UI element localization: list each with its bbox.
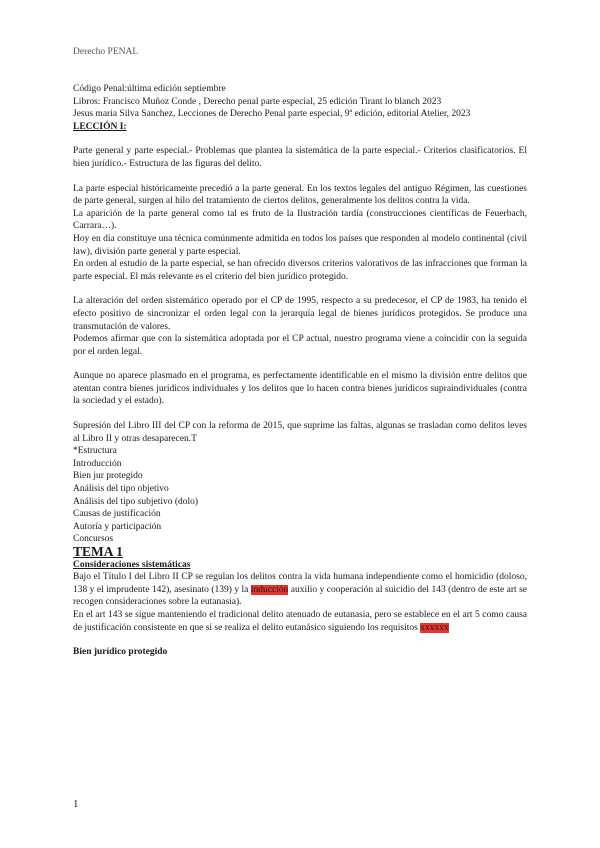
- paragraph: La alteración del orden sistemático operado por el CP de 1995, respecto a su predecesor, el CP de 1983, ha tenido el efecto positivo de sincronizar el orden legal con la jerarquía legal de bienes jurídicos protegidos. Se produce una transmutación de valores.: [73, 296, 527, 332]
- document-body: [73, 83, 527, 659]
- paragraph: [73, 609, 527, 634]
- paragraph: En orden al estudio de la parte especial, se han ofrecido diversos criterios valorativos de las infracciones que forman la parte especial. El más relevante es el criterio del bien jurídico protegido.: [73, 259, 527, 282]
- page-number: 1: [73, 798, 79, 810]
- lesson-title: LECCIÓN I:: [73, 121, 127, 132]
- reference-line: Jesus maria Silva Sanchez, Lecciones de Derecho Penal parte especial, 9ª edición, editorial Atelier, 2023: [73, 109, 471, 120]
- list-item: Introducción: [73, 458, 122, 469]
- paragraph: Supresión del Libro III del CP con la reforma de 2015, que suprime las faltas, algunas se trasladan como delitos leves al Libro II y otras desaparecen.T: [73, 421, 527, 444]
- text-run: auxilio y cooperación al suicidio del 143 (dentro de este art se recogen consideraciones sobre la eutanasia).: [73, 584, 527, 608]
- text-run: En el art 143 se sigue manteniendo el tradicional delito atenuado de eutanasia, pero se establece en el art 5 como causa de justificación consistente en que si se realiza el delito eutanásico siguiendo los requisitos: [73, 609, 527, 633]
- reference-line: Libros: Francisco Muñoz Conde , Derecho penal parte especial, 25 edición Tirant lo blanch 2023: [73, 96, 442, 107]
- list-item: Análisis del tipo subjetivo (dolo): [73, 496, 199, 507]
- list-item: Causas de justificación: [73, 509, 161, 520]
- lesson-intro: Parte general y parte especial.- Problemas que plantea la sistemática de la parte especial.- Criterios clasificatorios. El bien jurídico.- Estructura de las figuras del delito.: [73, 146, 527, 169]
- paragraph: La parte especial históricamente precedió a la parte general. En los textos legales del antiguo Régimen, las cuestiones de parte general, surgen al hilo del tratamiento de ciertos delitos, generalmente los delitos contra la vida.: [73, 183, 527, 207]
- list-item: Bien jur protegido: [73, 471, 143, 482]
- paragraph: Aunque no aparece plasmado en el programa, es perfectamente identificable en el mismo la división entre delitos que atentan contra bienes jurídicos individuales y los delitos que lo hacen contra bienes jurídicos supraindividuales (contra la sociedad y el estado).: [73, 371, 527, 407]
- paragraph: [73, 571, 527, 609]
- text-run: Bajo el Título I del Libro II CP se regulan los delitos contra la vida humana independiente como el homicidio (doloso, 138 y el imprudente 142), asesinato (139) y la: [73, 572, 527, 595]
- paragraph: La aparición de la parte general como tal es fruto de la Ilustración tardía (construcciones científicas de Feuerbach, Carrara…).: [73, 208, 527, 232]
- structure-list: [73, 445, 527, 546]
- list-item: Concursos: [73, 534, 114, 545]
- list-item: Autoría y participación: [73, 521, 162, 532]
- list-item: Análisis del tipo objetivo: [73, 484, 169, 495]
- section-heading: Bien jurídico protegido: [73, 647, 168, 658]
- reference-line: Código Penal:última edición septiembre: [73, 84, 226, 94]
- tema-title: TEMA 1: [73, 544, 123, 559]
- page-header: Derecho PENAL: [73, 47, 139, 57]
- highlighted-text: xxxxxx: [420, 622, 449, 633]
- paragraph: Podemos afirmar que con la sistemática adoptada por el CP actual, nuestro programa viene a coincidir con la seguida por el orden legal.: [73, 334, 527, 357]
- paragraph: Hoy en día constituye una técnica comúnmente admitida en todos los países que responden al modelo continental (civil law), división parte general y parte especial.: [73, 233, 527, 257]
- section-heading: Consideraciones sistemáticas: [73, 559, 191, 570]
- highlighted-text: inducción: [250, 584, 289, 595]
- list-item: *Estructura: [73, 446, 117, 457]
